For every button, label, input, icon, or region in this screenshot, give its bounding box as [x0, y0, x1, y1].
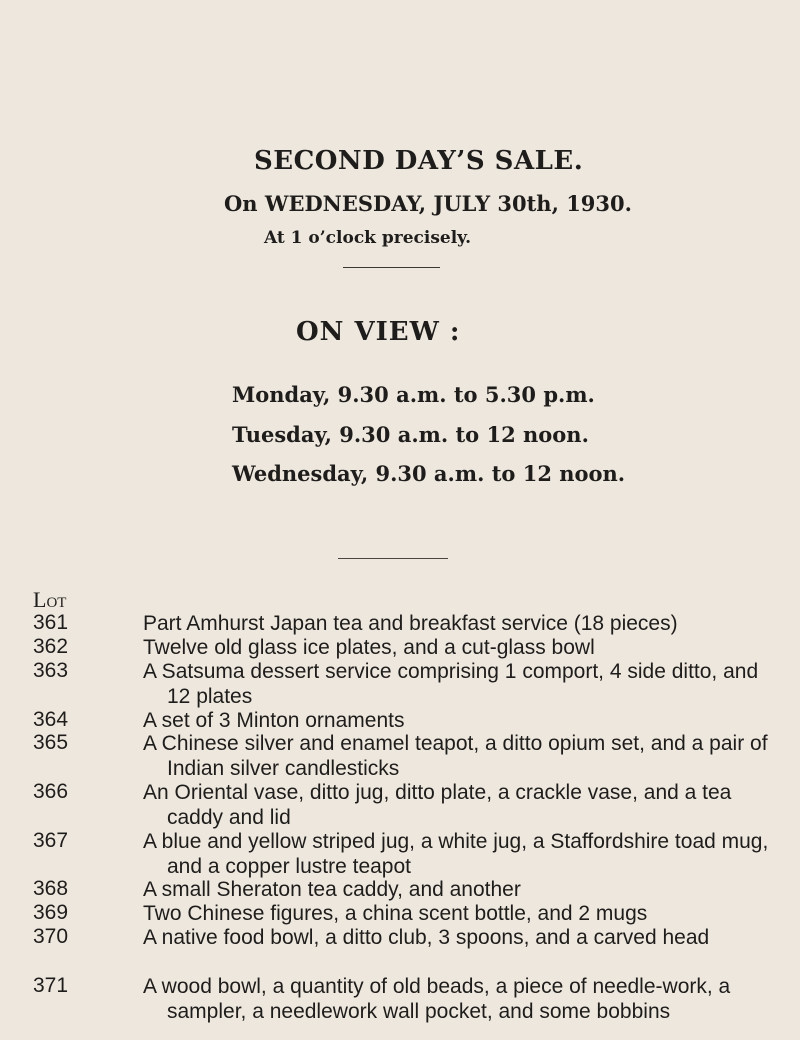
lot-number: 364 [33, 708, 69, 731]
lot-number: 363 [33, 659, 69, 682]
lot-number: 370 [33, 925, 69, 948]
view-time-wednesday: Wednesday, 9.30 a.m. to 12 noon. [232, 461, 626, 486]
lot-column-heading: Lot [33, 587, 67, 612]
lot-description: A native food bowl, a ditto club, 3 spoons, and a carved head [143, 926, 710, 949]
lot-description: Part Amhurst Japan tea and breakfast service (18 pieces) [143, 612, 678, 635]
lot-description: A wood bowl, a quantity of old beads, a piece of needle-work, a sampler, a needlework wall pocket, and some bobbins [143, 975, 731, 1023]
sale-time: At 1 o’clock precisely. [264, 228, 472, 248]
lot-description: Two Chinese figures, a china scent bottle, and 2 mugs [143, 902, 648, 925]
lot-number: 366 [33, 780, 69, 803]
lot-number: 361 [33, 611, 69, 634]
lot-number: 368 [33, 877, 69, 900]
lot-description: An Oriental vase, ditto jug, ditto plate, a crackle vase, and a tea caddy and lid [143, 781, 732, 829]
lot-description: A small Sheraton tea caddy, and another [143, 878, 521, 901]
on-view-heading: ON VIEW : [296, 317, 461, 347]
divider-rule [343, 267, 440, 268]
lot-description: Twelve old glass ice plates, and a cut-glass bowl [143, 636, 595, 659]
view-time-tuesday: Tuesday, 9.30 a.m. to 12 noon. [232, 422, 589, 447]
lot-description: A set of 3 Minton ornaments [143, 709, 405, 732]
lot-number: 369 [33, 901, 69, 924]
view-time-monday: Monday, 9.30 a.m. to 5.30 p.m. [232, 382, 595, 407]
divider-rule [338, 558, 448, 559]
page-title: SECOND DAY’S SALE. [254, 146, 584, 176]
lot-description: A Chinese silver and enamel teapot, a ditto opium set, and a pair of Indian silver candlesticks [143, 732, 768, 780]
lot-number: 371 [33, 974, 69, 997]
lot-number: 365 [33, 731, 69, 754]
lot-description: A Satsuma dessert service comprising 1 comport, 4 side ditto, and 12 plates [143, 660, 759, 708]
lot-number: 367 [33, 829, 69, 852]
lot-description: A blue and yellow striped jug, a white jug, a Staffordshire toad mug, and a copper lustre teapot [143, 830, 769, 878]
lot-number: 362 [33, 635, 69, 658]
sale-date: On WEDNESDAY, JULY 30th, 1930. [224, 191, 632, 216]
